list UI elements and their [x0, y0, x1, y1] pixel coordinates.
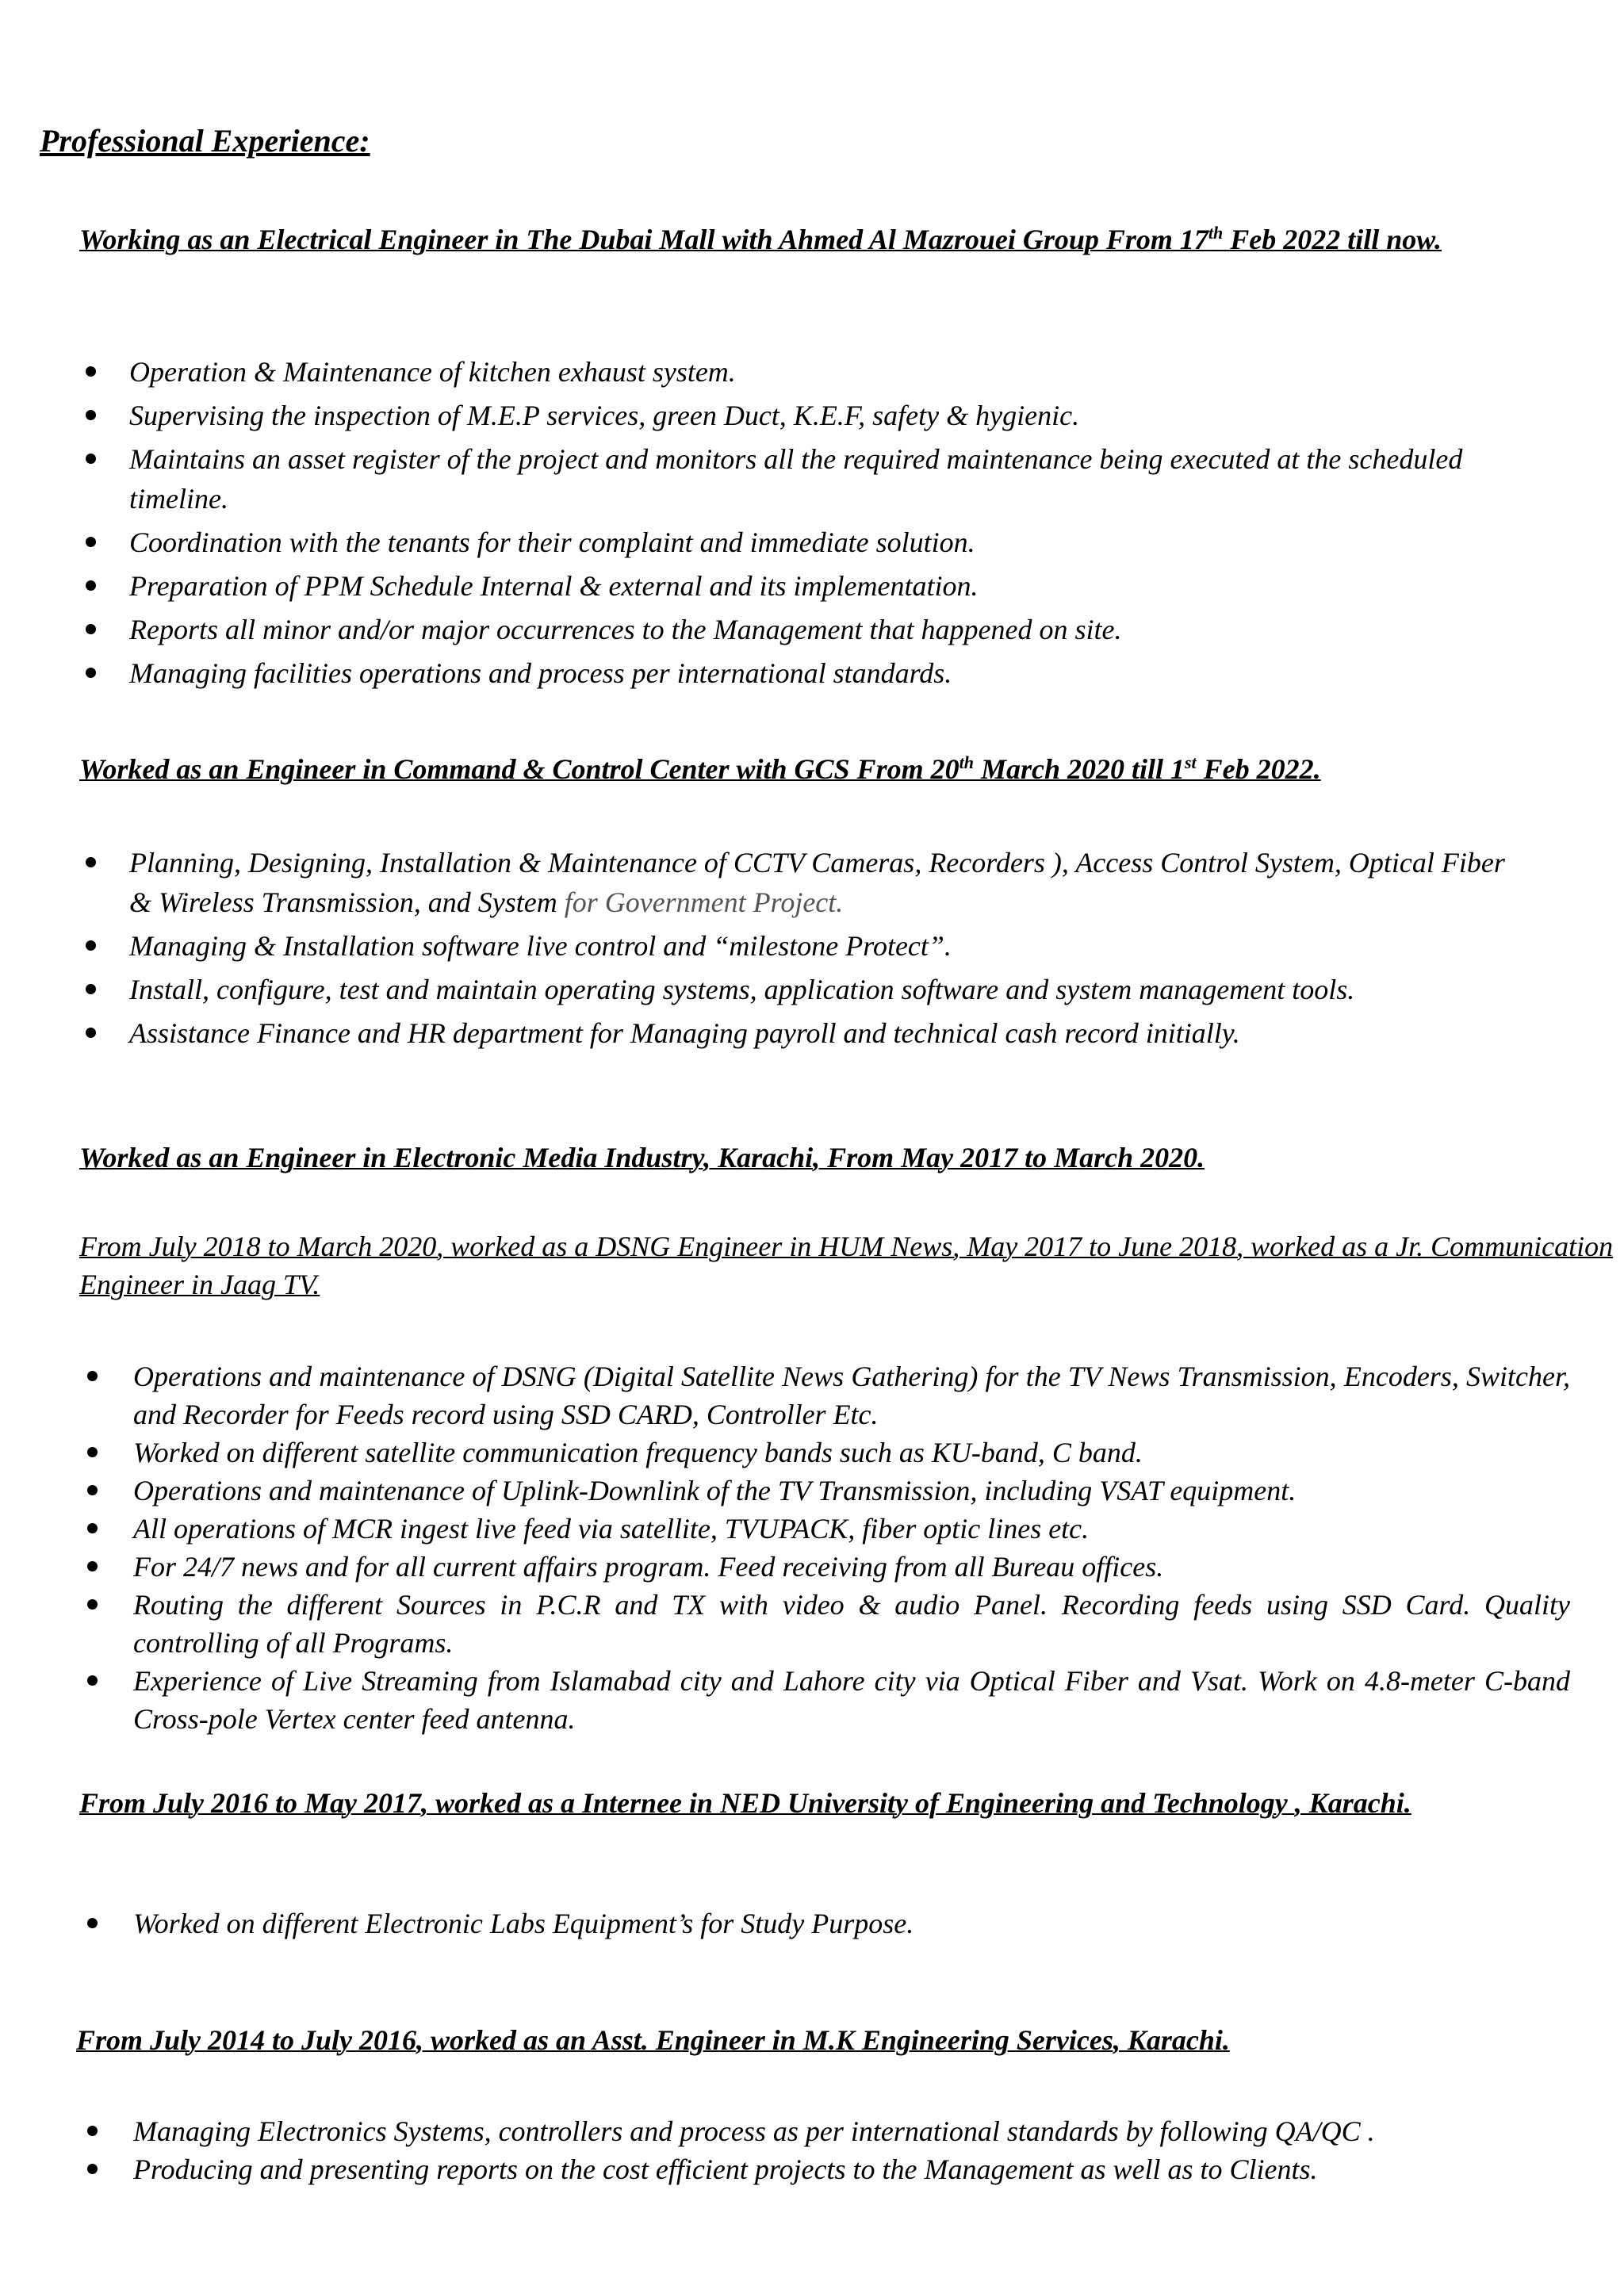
list-item: For 24/7 news and for all current affairs program. Feed receiving from all Bureau offices. — [79, 1548, 1570, 1586]
job-heading-ned-university: From July 2016 to May 2017, worked as a Internee in NED University of Engineering and Technology , Karachi. — [79, 1787, 1411, 1819]
list-item: Worked on different Electronic Labs Equipment’s for Study Purpose. — [79, 1904, 1570, 1943]
bullet-list-ned-university — [79, 1904, 1570, 1943]
job-heading-text: March 2020 till 1 — [973, 753, 1185, 785]
list-item: Operation & Maintenance of kitchen exhaust system. — [79, 352, 1522, 392]
bullet-list-gcs — [79, 843, 1522, 1057]
list-item: Operations and maintenance of DSNG (Digital Satellite News Gathering) for the TV News Transmission, Encoders, Switcher, and Recorder for Feeds record using SSD CARD, Controller Etc. — [79, 1357, 1570, 1434]
list-item: Worked on different satellite communication frequency bands such as KU-band, C band. — [79, 1434, 1570, 1472]
ordinal-suffix: th — [1208, 223, 1224, 243]
job-heading-text: Feb 2022. — [1196, 753, 1321, 785]
list-item: Maintains an asset register of the project and monitors all the required maintenance being executed at the scheduled timeline. — [79, 439, 1522, 519]
list-item — [79, 843, 1522, 922]
list-item: Experience of Live Streaming from Islamabad city and Lahore city via Optical Fiber and Vsat. Work on 4.8-meter C-band Cross-pole Vertex center feed antenna. — [79, 1662, 1570, 1738]
list-item: Producing and presenting reports on the cost efficient projects to the Management as well as to Clients. — [79, 2150, 1479, 2188]
list-item: Operations and maintenance of Uplink-Downlink of the TV Transmission, including VSAT equipment. — [79, 1472, 1570, 1510]
job-heading-text: Feb 2022 till now. — [1223, 224, 1442, 255]
bullet-list-media-industry — [79, 1357, 1570, 1738]
list-item: Assistance Finance and HR department for Managing payroll and technical cash record initially. — [79, 1013, 1522, 1053]
list-item: All operations of MCR ingest live feed via satellite, TVUPACK, fiber optic lines etc. — [79, 1510, 1570, 1548]
list-item: Managing facilities operations and process per international standards. — [79, 653, 1522, 693]
job-subheading-media-industry: From July 2018 to March 2020, worked as a DSNG Engineer in HUM News, May 2017 to June 2018, worked as a Jr. Communication Engineer in Jaag TV. — [79, 1231, 1614, 1300]
ordinal-suffix: th — [959, 752, 974, 772]
job-heading-mk-engineering: From July 2014 to July 2016, worked as an Asst. Engineer in M.K Engineering Services, Karachi. — [76, 2024, 1230, 2056]
bullet-text: Planning, Designing, Installation & Maintenance of CCTV Cameras, Recorders ), Access Control System, Optical Fiber & Wireless Transmission, and System — [129, 847, 1505, 918]
section-title: Professional Experience: — [40, 123, 370, 159]
list-item: Routing the different Sources in P.C.R and TX with video & audio Panel. Recording feeds using SSD Card. Quality controlling of all Programs. — [79, 1586, 1570, 1662]
job-heading-media-industry: Worked as an Engineer in Electronic Media Industry, Karachi, From May 2017 to March 2020. — [79, 1142, 1205, 1173]
bullet-list-dubai-mall — [79, 352, 1522, 697]
list-item: Install, configure, test and maintain operating systems, application software and system management tools. — [79, 970, 1522, 1009]
list-item: Preparation of PPM Schedule Internal & external and its implementation. — [79, 566, 1522, 606]
list-item: Supervising the inspection of M.E.P services, green Duct, K.E.F, safety & hygienic. — [79, 396, 1522, 435]
bullet-list-mk-engineering — [79, 2112, 1479, 2188]
job-heading-gcs — [79, 750, 1624, 788]
list-item: Reports all minor and/or major occurrences to the Management that happened on site. — [79, 610, 1522, 649]
bullet-text-grey: for Government Project. — [557, 886, 844, 918]
list-item: Managing & Installation software live control and “milestone Protect”. — [79, 926, 1522, 966]
job-heading-text: Working as an Electrical Engineer in The Dubai Mall with Ahmed Al Mazrouei Group From 17 — [79, 224, 1208, 255]
ordinal-suffix: st — [1184, 752, 1197, 772]
job-heading-dubai-mall — [79, 220, 1624, 258]
job-heading-text: Worked as an Engineer in Command & Control Center with GCS From 20 — [79, 753, 959, 785]
list-item: Managing Electronics Systems, controllers and process as per international standards by following QA/QC . — [79, 2112, 1479, 2150]
list-item: Coordination with the tenants for their complaint and immediate solution. — [79, 523, 1522, 562]
